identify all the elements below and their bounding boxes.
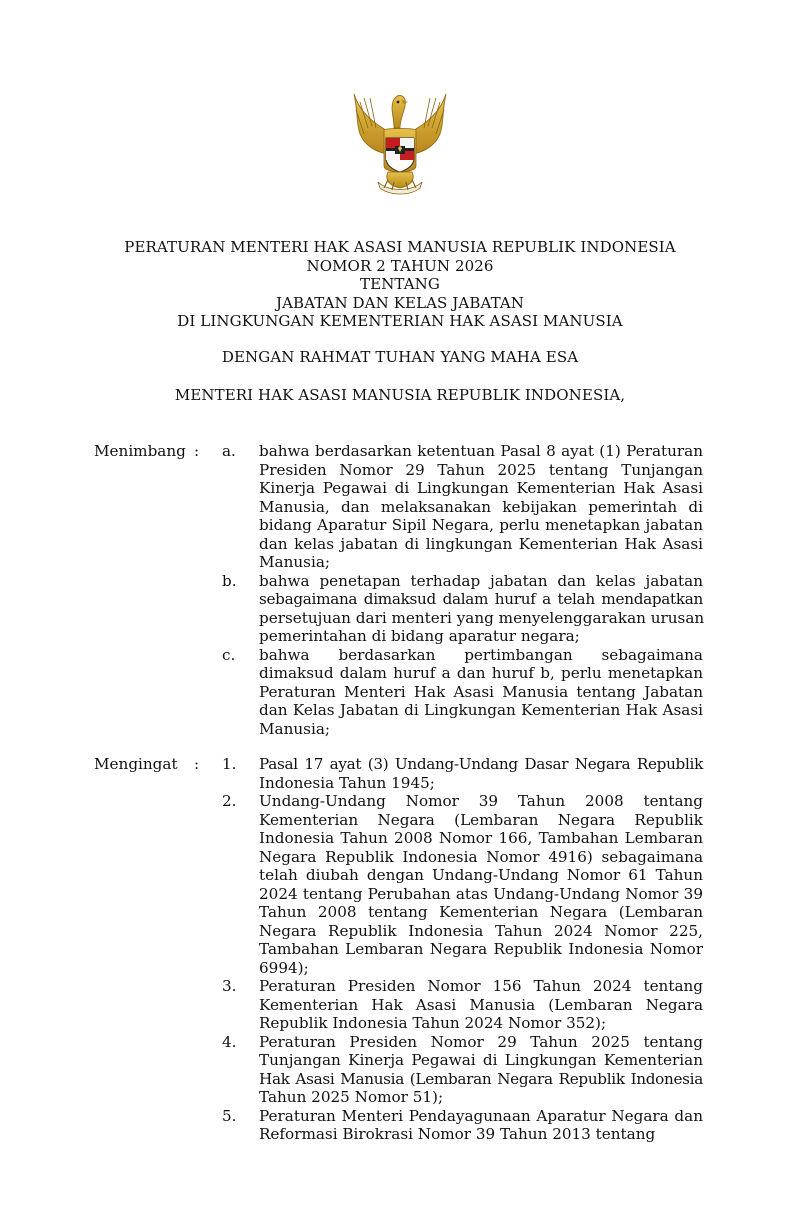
mengingat-item-line: Kementerian Hak Asasi Manusia (Lembaran Negara bbox=[259, 995, 703, 1014]
menimbang-item-line: bahwa berdasarkan pertimbangan sebagaimana bbox=[259, 645, 703, 664]
mengingat-item-marker: 5. bbox=[222, 1106, 237, 1125]
mengingat-item-text bbox=[259, 792, 703, 977]
regulation-subject: JABATAN DAN KELAS JABATAN bbox=[275, 293, 525, 312]
mengingat-item-text bbox=[259, 1033, 703, 1107]
menimbang-item-line: Manusia; bbox=[259, 719, 330, 738]
mengingat-item-text bbox=[259, 755, 703, 792]
menimbang-item-line: Presiden Nomor 29 Tahun 2025 tentang Tunjangan bbox=[259, 460, 703, 479]
menimbang-item-text bbox=[259, 572, 703, 646]
mengingat-item-line: Indonesia Tahun 1945; bbox=[259, 773, 435, 792]
mengingat-item-line: Hak Asasi Manusia (Lembaran Negara Republik Indonesia bbox=[259, 1069, 703, 1088]
menimbang-item-line: Kinerja Pegawai di Lingkungan Kementerian Hak Asasi bbox=[259, 479, 703, 497]
mengingat-item-line: Pasal 17 ayat (3) Undang-Undang Dasar Negara Republik bbox=[259, 755, 703, 773]
mengingat-item-marker: 4. bbox=[222, 1032, 237, 1051]
menimbang-item-line: persetujuan dari menteri yang menyelenggarakan urusan bbox=[259, 608, 705, 627]
mengingat-item-line: Negara Republik Indonesia Tahun 2024 Nomor 225, bbox=[259, 921, 703, 940]
mengingat-item-line: Tambahan Lembaran Negara Republik Indonesia Nomor bbox=[259, 940, 703, 958]
menimbang-item-line: sebagaimana dimaksud dalam huruf a telah mendapatkan bbox=[259, 590, 703, 608]
mengingat-item-line: telah diubah dengan Undang-Undang Nomor 61 Tahun bbox=[259, 866, 703, 884]
menimbang-item-marker: c. bbox=[222, 645, 236, 664]
regulation-about-label: TENTANG bbox=[360, 275, 440, 293]
mengingat-item-line: Peraturan Presiden Nomor 29 Tahun 2025 tentang bbox=[259, 1032, 703, 1051]
mengingat-item-line: Tunjangan Kinerja Pegawai di Lingkungan Kementerian bbox=[259, 1051, 703, 1069]
mengingat-item-marker: 2. bbox=[222, 792, 237, 810]
mengingat-item-line: Negara Republik Indonesia Nomor 4916) sebagaimana bbox=[259, 847, 703, 866]
regulation-number: NOMOR 2 TAHUN 2026 bbox=[306, 256, 494, 275]
menimbang-item-line: bahwa berdasarkan ketentuan Pasal 8 ayat (1) Peraturan bbox=[259, 442, 703, 460]
mengingat-item-text bbox=[259, 1107, 703, 1144]
regulation-title: PERATURAN MENTERI HAK ASASI MANUSIA REPUBLIK INDONESIA bbox=[124, 238, 676, 256]
menimbang-item-text bbox=[259, 442, 703, 572]
mengingat-item-line: Tahun 2008 tentang Kementerian Negara (Lembaran bbox=[259, 903, 703, 921]
minister-line: MENTERI HAK ASASI MANUSIA REPUBLIK INDONESIA, bbox=[174, 386, 626, 404]
regulation-heading bbox=[0, 238, 800, 331]
menimbang-item-line: bidang Aparatur Sipil Negara, perlu menetapkan jabatan bbox=[259, 516, 703, 534]
menimbang-item-line: bahwa penetapan terhadap jabatan dan kelas jabatan bbox=[259, 571, 703, 590]
menimbang-colon: : bbox=[194, 442, 200, 460]
menimbang-item-text bbox=[259, 646, 703, 739]
mengingat-item-line: Reformasi Birokrasi Nomor 39 Tahun 2013 tentang bbox=[259, 1125, 656, 1143]
mengingat-item-marker: 3. bbox=[222, 977, 237, 995]
mengingat-item-line: Peraturan Presiden Nomor 156 Tahun 2024 tentang bbox=[259, 977, 703, 995]
mengingat-item-text bbox=[259, 977, 703, 1033]
mengingat-label: Mengingat bbox=[94, 755, 178, 773]
menimbang-item-line: dimaksud dalam huruf a dan huruf b, perlu menetapkan bbox=[259, 664, 703, 682]
regulation-subject-scope: DI LINGKUNGAN KEMENTERIAN HAK ASASI MANUSIA bbox=[177, 312, 623, 330]
mengingat-item-line: 6994); bbox=[259, 958, 309, 977]
menimbang-item-line: dan Kelas Jabatan di Lingkungan Kementerian Hak Asasi bbox=[259, 701, 703, 719]
mengingat-item-line: 2024 tentang Perubahan atas Undang-Undang Nomor 39 bbox=[259, 884, 703, 903]
mengingat-item-line: Indonesia Tahun 2008 Nomor 166, Tambahan Lembaran bbox=[259, 829, 703, 847]
mengingat-item-marker: 1. bbox=[222, 755, 237, 773]
mengingat-item-line: Peraturan Menteri Pendayagunaan Aparatur Negara dan bbox=[259, 1106, 703, 1125]
blessing-line: DENGAN RAHMAT TUHAN YANG MAHA ESA bbox=[221, 348, 579, 366]
menimbang-item-line: dan kelas jabatan di lingkungan Kementerian Hak Asasi bbox=[259, 534, 703, 553]
menimbang-label: Menimbang bbox=[94, 442, 186, 460]
menimbang-item-line: pemerintahan di bidang aparatur negara; bbox=[259, 627, 580, 645]
menimbang-item-marker: b. bbox=[222, 571, 237, 590]
menimbang-item-line: Manusia, dan melaksanakan kebijakan pemerintah di bbox=[259, 497, 703, 516]
menimbang-item-marker: a. bbox=[222, 442, 236, 460]
mengingat-item-line: Kementerian Negara (Lembaran Negara Republik bbox=[259, 810, 703, 829]
mengingat-item-line: Undang-Undang Nomor 39 Tahun 2008 tentang bbox=[259, 792, 703, 810]
menimbang-item-line: Manusia; bbox=[259, 553, 330, 571]
mengingat-colon: : bbox=[194, 755, 200, 773]
mengingat-item-line: Republik Indonesia Tahun 2024 Nomor 352); bbox=[259, 1014, 607, 1032]
menimbang-item-line: Peraturan Menteri Hak Asasi Manusia tentang Jabatan bbox=[259, 682, 703, 701]
garuda-emblem-icon bbox=[348, 88, 452, 200]
mengingat-item-line: Tahun 2025 Nomor 51); bbox=[259, 1088, 444, 1106]
